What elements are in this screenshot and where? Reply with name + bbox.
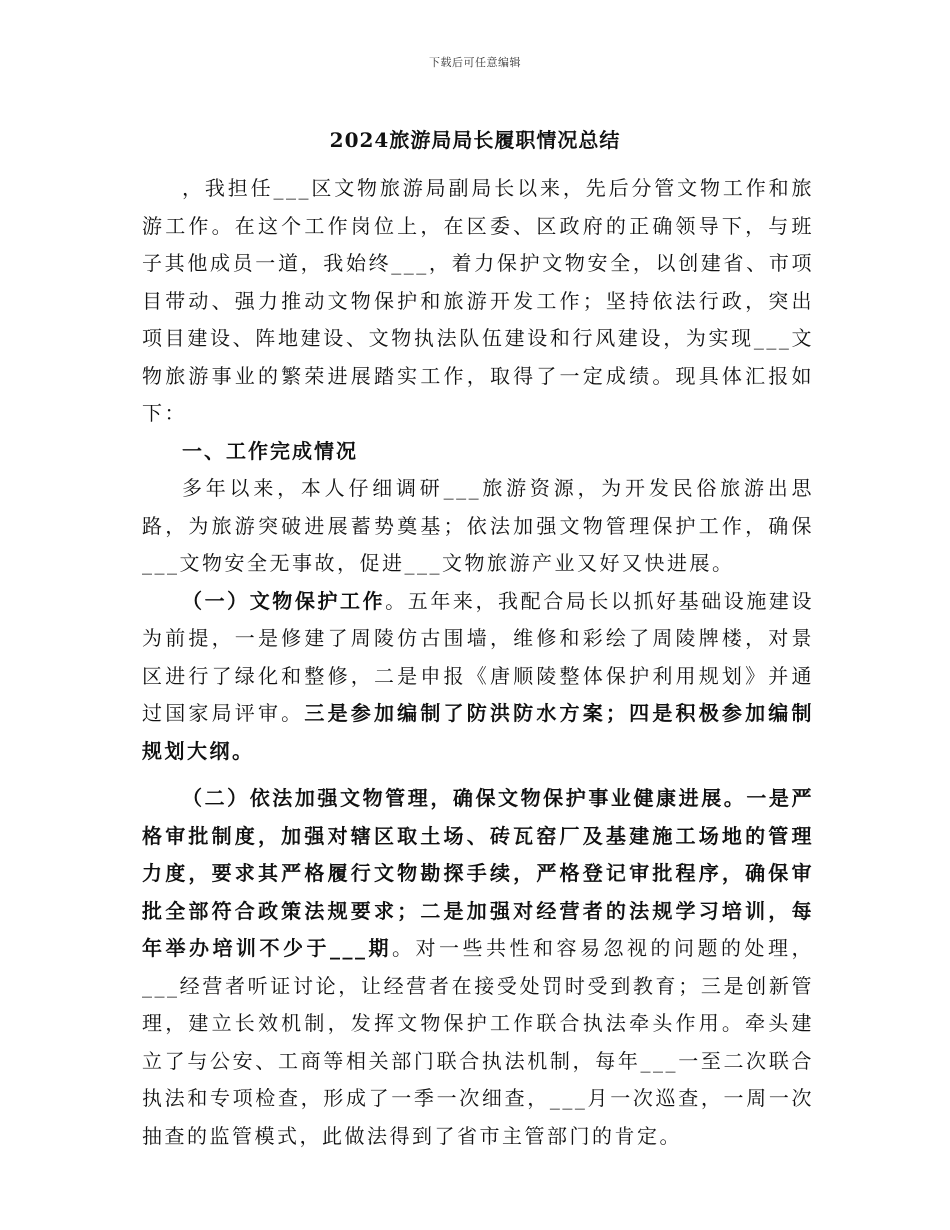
item-cultural-relic-management — [142, 780, 814, 1155]
header-note: 下载后可任意编辑 — [429, 56, 521, 69]
item-1-bold-tail: 三是参加编制了防洪防水方案；四是积极参加编制规划大纲。 — [142, 701, 814, 763]
paragraph-spacer — [142, 770, 814, 780]
item-1-lead: （一）文物保护工作 — [182, 588, 386, 613]
section-overview-paragraph: 多年以来，本人仔细调研___旅游资源，为开发民俗旅游出思路，为旅游突破进展蓄势奠基；依法加强文物管理保护工作，确保___文物安全无事故，促进___文物旅游产业又好又快进展。 — [142, 476, 814, 575]
item-2-normal-part: 。对一些共性和容易忽视的问题的处理，___经营者听证讨论，让经营者在接受处罚时受到教育；三是创新管理，建立长效机制，发挥文物保护工作联合执法牵头作用。牵头建立了与公安、工商等相关部门联合执法机制，每年___一至二次联合执法和专项检查，形成了一季一次细查，___月一次巡查，一周一次抽查的监管模式，此做法得到了省市主管部门的肯定。 — [142, 936, 814, 1148]
item-cultural-relic-protection — [142, 583, 814, 771]
item-1-body: 。五年来，我配合局长以抓好基础设施建设为前提，一是修建了周陵仿古围墙，维修和彩绘了周陵牌楼，对景区进行了绿化和整修，二是申报《唐顺陵整体保护利用规划》并通过国家局评审。 — [142, 588, 815, 725]
intro-paragraph: ，我担任___区文物旅游局副局长以来，先后分管文物工作和旅游工作。在这个工作岗位上，在区委、区政府的正确领导下，与班子其他成员一道，我始终___，着力保护文物安全，以创建省、市项目带动、强力推动文物保护和旅游开发工作；坚持依法行政，突出项目建设、阵地建设、文物执法队伍建设和行风建设，为实现___文物旅游事业的繁荣进展踏实工作，取得了一定成绩。现具体汇报如下： — [142, 176, 814, 425]
section-heading-work-completion: 一、工作完成情况 — [182, 438, 358, 463]
document-title: 2024旅游局局长履职情况总结 — [329, 128, 621, 152]
document-body — [142, 170, 814, 1155]
item-2-bold-part: （二）依法加强文物管理，确保文物保护事业健康进展。一是严格审批制度，加强对辖区取土场、砖瓦窑厂及基建施工场地的管理力度，要求其严格履行文物勘探手续，严格登记审批程序，确保审批全部符合政策法规要求；二是加强对经营者的法规学习培训，每年举办培训不少于___期 — [142, 786, 814, 960]
